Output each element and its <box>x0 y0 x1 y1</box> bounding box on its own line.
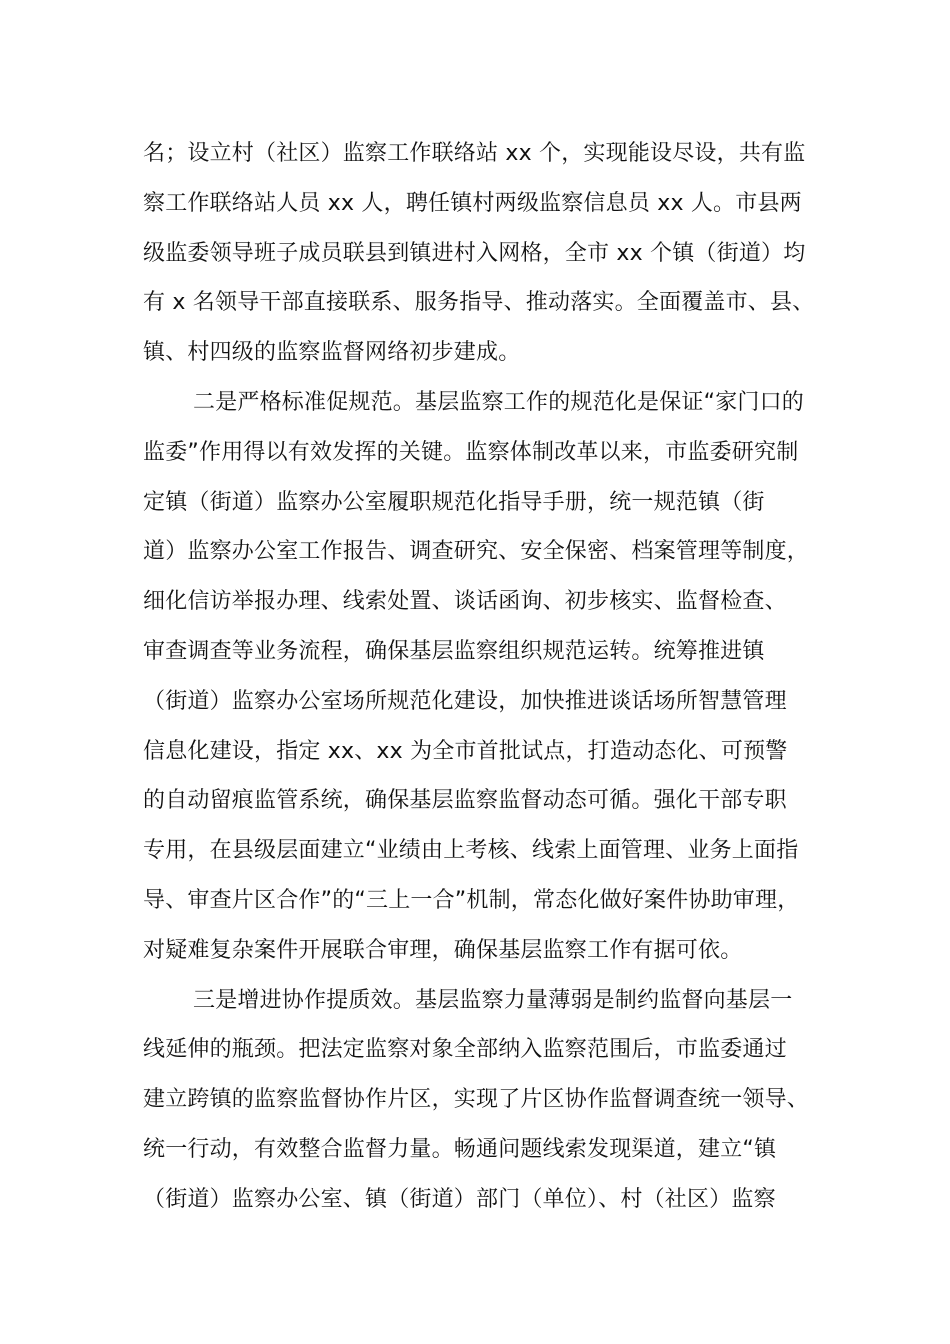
text-line: 察工作联络站人员 xx 人，聘任镇村两级监察信息员 xx 人。市县两 <box>143 190 802 216</box>
text-line: 细化信访举报办理、线索处置、谈话函询、初步核实、监督检查、 <box>143 589 787 615</box>
text-line: 级监委领导班子成员联县到镇进村入网格，全市 xx 个镇（街道）均 <box>143 240 806 266</box>
text-line: （街道）监察办公室场所规范化建设，加快推进谈话场所智慧管理 <box>143 688 787 714</box>
body-text <box>143 129 823 1225</box>
text-line: 信息化建设，指定 xx、xx 为全市首批试点，打造动态化、可预警 <box>143 738 788 764</box>
text-line: 导、审查片区合作”的“三上一合”机制，常态化做好案件协助审理， <box>143 887 800 913</box>
text-line: 的自动留痕监管系统，确保基层监察监督动态可循。强化干部专职 <box>143 788 787 814</box>
text-line: 对疑难复杂案件开展联合审理，确保基层监察工作有据可依。 <box>143 937 743 963</box>
paragraph-start-line: 三是增进协作提质效。基层监察力量薄弱是制约监督向基层一 <box>193 987 793 1013</box>
text-line: 审查调查等业务流程，确保基层监察组织规范运转。统筹推进镇 <box>143 638 765 664</box>
text-line: （街道）监察办公室、镇（街道）部门（单位）、村（社区）监察 <box>143 1186 776 1212</box>
paragraph-start-line: 二是严格标准促规范。基层监察工作的规范化是保证“家门口的 <box>193 389 804 415</box>
text-line: 定镇（街道）监察办公室履职规范化指导手册，统一规范镇（街 <box>143 489 765 515</box>
text-line: 专用，在县级层面建立“业绩由上考核、线索上面管理、业务上面指 <box>143 838 799 864</box>
text-line: 建立跨镇的监察监督协作片区，实现了片区协作监督调查统一领导、 <box>143 1087 810 1113</box>
text-line: 线延伸的瓶颈。把法定监察对象全部纳入监察范围后，市监委通过 <box>143 1037 787 1063</box>
text-line: 名；设立村（社区）监察工作联络站 xx 个，实现能设尽设，共有监 <box>143 141 806 166</box>
text-line: 监委”作用得以有效发挥的关键。监察体制改革以来，市监委研究制 <box>143 439 799 465</box>
text-line: 镇、村四级的监察监督网络初步建成。 <box>143 340 521 366</box>
text-line: 道）监察办公室工作报告、调查研究、安全保密、档案管理等制度， <box>143 539 810 565</box>
text-line: 有 x 名领导干部直接联系、服务指导、推动落实。全面覆盖市、县、 <box>143 290 815 316</box>
text-line: 统一行动，有效整合监督力量。畅通问题线索发现渠道，建立“镇 <box>143 1136 777 1162</box>
